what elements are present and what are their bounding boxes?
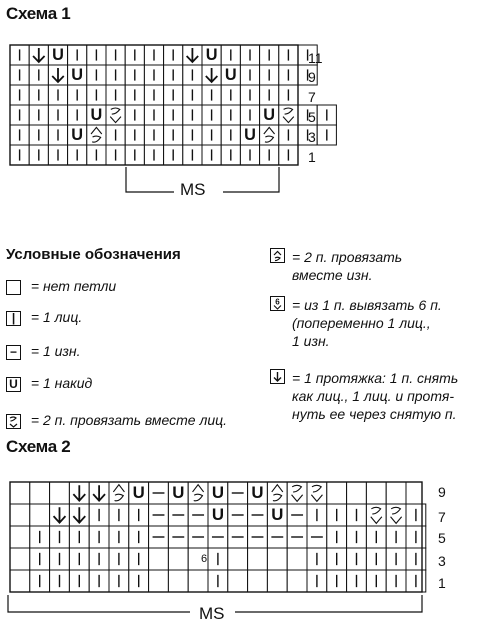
scheme1-ms-label: MS <box>180 180 206 199</box>
row-number: 5 <box>438 530 446 546</box>
yarnover-symbol <box>68 125 87 145</box>
knit-symbol <box>347 548 367 570</box>
knit-symbol <box>144 85 163 105</box>
svg-text:U: U <box>71 66 84 84</box>
knit-symbol <box>129 548 149 570</box>
knit-symbol <box>29 145 48 165</box>
knit-symbol <box>279 65 298 85</box>
yarnover-symbol <box>208 504 228 526</box>
svg-text:U: U <box>263 106 276 124</box>
knit-symbol <box>164 145 183 165</box>
empty-cell <box>366 482 386 504</box>
knit-symbol <box>106 65 125 85</box>
knit-symbol <box>106 145 125 165</box>
knit-symbol <box>183 85 202 105</box>
svg-text:6: 6 <box>275 297 280 307</box>
knit-symbol <box>347 504 367 526</box>
empty-cell <box>30 504 50 526</box>
knit-symbol <box>260 145 279 165</box>
down-arrow-icon <box>69 482 89 504</box>
yarnover-symbol <box>87 105 106 125</box>
knit-symbol <box>68 85 87 105</box>
empty-cell <box>168 570 188 592</box>
knit-symbol <box>279 125 298 145</box>
six-from-one-symbol: 6 <box>200 553 208 565</box>
svg-text:U: U <box>205 46 218 64</box>
down-arrow-icon <box>29 45 48 65</box>
knit-symbol <box>240 45 259 65</box>
scheme1-chart <box>0 0 500 215</box>
knit-symbol <box>347 570 367 592</box>
k2tog-symbol <box>287 482 307 504</box>
knit-symbol <box>50 526 70 548</box>
scheme1-title: Схема 1 <box>6 4 71 23</box>
knit-symbol <box>307 570 327 592</box>
purl-symbol <box>168 504 188 526</box>
knit-symbol <box>240 65 259 85</box>
p2tog-symbol <box>188 482 208 504</box>
knit-symbol <box>279 45 298 65</box>
knit-symbol <box>87 45 106 65</box>
purl-symbol <box>287 504 307 526</box>
knit-symbol <box>260 65 279 85</box>
empty-cell <box>30 482 50 504</box>
legend-item-purl: − = 1 изн. <box>6 342 81 360</box>
legend-heading: Условные обозначения <box>6 246 181 263</box>
knit-symbol <box>164 85 183 105</box>
purl-symbol <box>228 526 248 548</box>
svg-text:U: U <box>271 505 284 524</box>
knit-symbol <box>406 570 426 592</box>
knit-symbol <box>240 145 259 165</box>
down-arrow-icon <box>48 65 67 85</box>
knit-symbol <box>109 526 129 548</box>
knit-symbol <box>240 105 259 125</box>
knit-symbol <box>109 548 129 570</box>
knit-icon: | <box>6 311 21 326</box>
knit-symbol <box>347 526 367 548</box>
knit-symbol <box>366 526 386 548</box>
empty-cell <box>10 570 30 592</box>
empty-cell <box>287 570 307 592</box>
row-number: 7 <box>438 509 446 525</box>
empty-cell <box>347 482 367 504</box>
knit-symbol <box>406 548 426 570</box>
knit-symbol <box>29 85 48 105</box>
k2tog-icon <box>6 414 21 429</box>
knit-symbol <box>125 45 144 65</box>
legend-item-pass: = 1 протяжка: 1 п. снять как лиц., 1 лиц. и протя- нуть ее через снятую п. <box>270 369 458 423</box>
purl-symbol <box>188 504 208 526</box>
knit-symbol <box>89 570 109 592</box>
yarnover-symbol <box>208 482 228 504</box>
empty-cell <box>10 504 30 526</box>
yarnover-symbol <box>202 45 221 65</box>
knit-symbol <box>10 145 29 165</box>
row-number: 7 <box>308 89 316 105</box>
knit-symbol <box>164 125 183 145</box>
knit-symbol <box>183 125 202 145</box>
empty-cell <box>248 570 268 592</box>
yarnover-symbol <box>221 65 240 85</box>
knit-symbol <box>221 85 240 105</box>
six-from-one-icon <box>270 296 285 311</box>
knit-symbol <box>69 526 89 548</box>
knit-symbol <box>260 85 279 105</box>
knit-symbol <box>106 45 125 65</box>
p2tog-symbol <box>87 125 106 145</box>
purl-symbol <box>248 526 268 548</box>
knit-symbol <box>129 504 149 526</box>
row-number: 3 <box>438 553 446 569</box>
knit-symbol <box>327 548 347 570</box>
purl-symbol <box>228 482 248 504</box>
knit-symbol <box>260 45 279 65</box>
knit-symbol <box>48 105 67 125</box>
row-number: 11 <box>308 50 323 66</box>
svg-text:U: U <box>211 483 224 502</box>
down-arrow-icon <box>270 369 285 384</box>
knit-symbol <box>69 548 89 570</box>
legend-item-knit: | = 1 лиц. <box>6 308 82 326</box>
row-number: 9 <box>308 69 316 85</box>
knit-symbol <box>240 85 259 105</box>
knit-symbol <box>202 125 221 145</box>
row-number: 1 <box>438 575 446 591</box>
knit-symbol <box>327 526 347 548</box>
empty-cell <box>267 570 287 592</box>
p2tog-symbol <box>109 482 129 504</box>
knit-symbol <box>144 45 163 65</box>
knit-symbol <box>221 45 240 65</box>
knit-symbol <box>125 85 144 105</box>
down-arrow-icon <box>202 65 221 85</box>
knit-symbol <box>406 504 426 526</box>
purl-symbol <box>208 526 228 548</box>
knit-symbol <box>279 145 298 165</box>
yarnover-symbol <box>260 105 279 125</box>
purl-symbol <box>188 526 208 548</box>
yarnover-symbol <box>68 65 87 85</box>
knit-symbol <box>68 45 87 65</box>
empty-cell <box>10 526 30 548</box>
knit-symbol <box>366 570 386 592</box>
empty-cell <box>50 482 70 504</box>
empty-cell <box>168 548 188 570</box>
knit-symbol <box>30 526 50 548</box>
knit-symbol <box>307 504 327 526</box>
knit-symbol <box>48 85 67 105</box>
yarnover-symbol <box>267 504 287 526</box>
knit-symbol <box>10 45 29 65</box>
p2tog-symbol <box>260 125 279 145</box>
k2tog-symbol <box>366 504 386 526</box>
knit-symbol <box>279 85 298 105</box>
knit-symbol <box>106 125 125 145</box>
knit-symbol <box>317 125 336 145</box>
knit-symbol <box>208 548 228 570</box>
knit-symbol <box>386 570 406 592</box>
knit-symbol <box>87 145 106 165</box>
svg-text:U: U <box>132 483 145 502</box>
empty-cell <box>327 482 347 504</box>
purl-symbol <box>228 504 248 526</box>
purl-symbol <box>248 504 268 526</box>
knit-symbol <box>87 65 106 85</box>
knit-symbol <box>202 85 221 105</box>
knit-symbol <box>50 570 70 592</box>
legend-item-six: 6 = из 1 п. вывязать 6 п. (попеременно 1 лиц., 1 изн. <box>270 296 442 350</box>
svg-text:U: U <box>172 483 185 502</box>
empty-cell <box>188 570 208 592</box>
k2tog-symbol <box>279 105 298 125</box>
yarnover-symbol <box>48 45 67 65</box>
knit-symbol <box>386 526 406 548</box>
knit-symbol <box>50 548 70 570</box>
knit-symbol <box>406 526 426 548</box>
svg-text:U: U <box>224 66 237 84</box>
knit-symbol <box>125 65 144 85</box>
knit-symbol <box>208 570 228 592</box>
scheme2-chart <box>0 470 500 635</box>
purl-symbol <box>267 526 287 548</box>
legend-item-p2tog: = 2 п. провязать вместе изн. <box>270 248 402 284</box>
knit-symbol <box>164 105 183 125</box>
k2tog-symbol <box>386 504 406 526</box>
knit-symbol <box>125 105 144 125</box>
knit-symbol <box>48 145 67 165</box>
knit-symbol <box>89 548 109 570</box>
yarnover-symbol <box>168 482 188 504</box>
scheme2-ms-label: MS <box>199 604 225 623</box>
knit-symbol <box>307 548 327 570</box>
knit-symbol <box>68 105 87 125</box>
knit-symbol <box>202 145 221 165</box>
legend-item-k2tog: = 2 п. провязать вместе лиц. <box>6 411 227 429</box>
knit-symbol <box>10 105 29 125</box>
down-arrow-icon <box>89 482 109 504</box>
svg-text:U: U <box>251 483 264 502</box>
knit-symbol <box>183 105 202 125</box>
knit-symbol <box>327 570 347 592</box>
knit-symbol <box>327 504 347 526</box>
legend-item-empty: = нет петли <box>6 277 116 295</box>
knit-symbol <box>109 504 129 526</box>
knit-symbol <box>183 65 202 85</box>
purl-symbol <box>287 526 307 548</box>
down-arrow-icon <box>69 504 89 526</box>
knit-symbol <box>144 65 163 85</box>
yarnover-symbol <box>129 482 149 504</box>
knit-symbol <box>129 526 149 548</box>
purl-symbol <box>307 526 327 548</box>
svg-text:U: U <box>90 106 103 124</box>
yarnover-icon: U <box>6 377 21 392</box>
knit-symbol <box>164 65 183 85</box>
knit-symbol <box>317 105 336 125</box>
knit-symbol <box>221 105 240 125</box>
yarnover-symbol <box>240 125 259 145</box>
legend-item-yarnover: U = 1 накид <box>6 374 92 392</box>
knit-symbol <box>68 145 87 165</box>
knit-symbol <box>202 105 221 125</box>
yarnover-symbol <box>248 482 268 504</box>
purl-symbol <box>168 526 188 548</box>
empty-cell-icon <box>6 280 21 295</box>
knit-symbol <box>366 548 386 570</box>
knit-symbol <box>144 145 163 165</box>
knit-symbol <box>30 548 50 570</box>
k2tog-symbol <box>106 105 125 125</box>
knit-symbol <box>89 526 109 548</box>
purl-symbol <box>149 482 169 504</box>
knit-symbol <box>144 125 163 145</box>
empty-cell <box>386 482 406 504</box>
empty-cell <box>10 548 30 570</box>
knit-symbol <box>183 145 202 165</box>
svg-text:U: U <box>52 46 64 64</box>
purl-symbol <box>149 504 169 526</box>
down-arrow-icon <box>183 45 202 65</box>
knit-symbol <box>144 105 163 125</box>
knit-symbol <box>125 125 144 145</box>
knit-symbol <box>129 570 149 592</box>
empty-cell <box>228 570 248 592</box>
knit-symbol <box>221 125 240 145</box>
svg-text:U: U <box>71 126 84 144</box>
knit-symbol <box>87 85 106 105</box>
svg-text:U: U <box>244 126 256 144</box>
empty-cell <box>287 548 307 570</box>
row-number: 9 <box>438 484 446 500</box>
empty-cell <box>10 482 30 504</box>
down-arrow-icon <box>50 504 70 526</box>
knit-symbol <box>106 85 125 105</box>
svg-text:U: U <box>211 505 224 524</box>
empty-cell <box>228 548 248 570</box>
empty-cell <box>149 548 169 570</box>
row-number: 1 <box>308 149 316 165</box>
knit-symbol <box>48 125 67 145</box>
knit-symbol <box>10 65 29 85</box>
knit-symbol <box>109 570 129 592</box>
purl-icon: − <box>6 345 21 360</box>
knit-symbol <box>221 145 240 165</box>
row-number: 5 <box>308 109 316 125</box>
knit-symbol <box>164 45 183 65</box>
knit-symbol <box>69 570 89 592</box>
knit-symbol <box>29 105 48 125</box>
knit-symbol <box>29 65 48 85</box>
knit-symbol <box>10 85 29 105</box>
row-number: 3 <box>308 129 316 145</box>
knit-symbol <box>125 145 144 165</box>
p2tog-symbol <box>267 482 287 504</box>
scheme2-title: Схема 2 <box>6 437 71 456</box>
knit-symbol <box>10 125 29 145</box>
empty-cell <box>267 548 287 570</box>
empty-cell <box>149 570 169 592</box>
knit-symbol <box>89 504 109 526</box>
knit-symbol <box>30 570 50 592</box>
p2tog-icon <box>270 248 285 263</box>
k2tog-symbol <box>307 482 327 504</box>
purl-symbol <box>149 526 169 548</box>
knit-symbol <box>29 125 48 145</box>
empty-cell <box>248 548 268 570</box>
knit-symbol <box>386 548 406 570</box>
